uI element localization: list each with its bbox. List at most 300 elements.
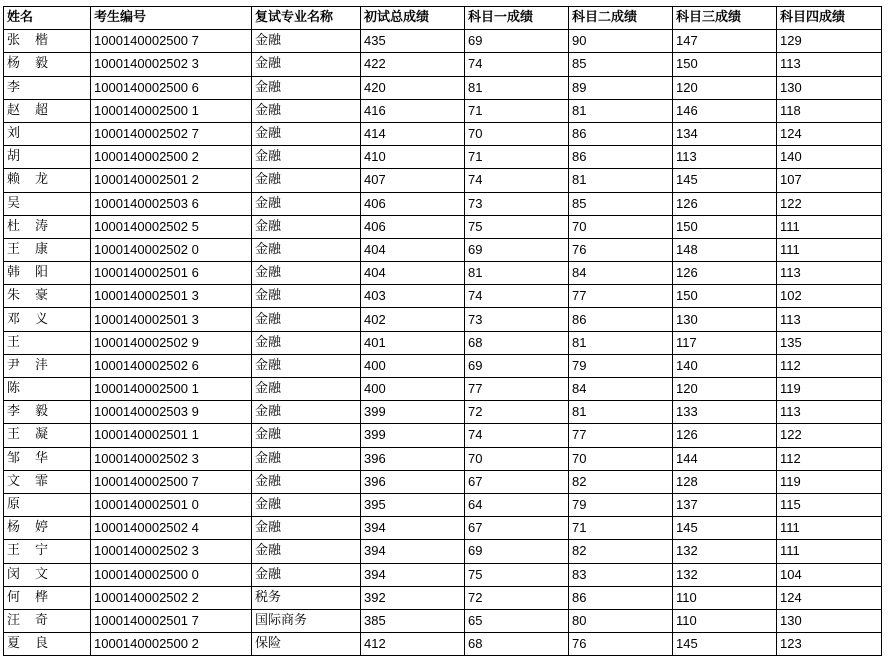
cell-subject2: 82 — [569, 540, 673, 563]
cell-name — [4, 493, 91, 516]
table-row — [4, 30, 882, 53]
name-char: 文 — [7, 473, 21, 489]
header-subject4: 科目四成绩 — [777, 7, 882, 30]
cell-subject2: 86 — [569, 146, 673, 169]
cell-subject3: 144 — [673, 447, 777, 470]
cell-name — [4, 517, 91, 540]
cell-total-score: 385 — [361, 609, 465, 632]
cell-total-score: 403 — [361, 285, 465, 308]
table-row — [4, 192, 882, 215]
cell-subject4: 112 — [777, 354, 882, 377]
name-char: 奇 — [35, 612, 49, 628]
name-char: 张 — [7, 33, 21, 49]
table-row — [4, 470, 882, 493]
cell-subject4: 130 — [777, 76, 882, 99]
cell-name — [4, 354, 91, 377]
cell-name — [4, 215, 91, 238]
cell-subject3: 113 — [673, 146, 777, 169]
name-char: 刘 — [7, 126, 21, 142]
table-row — [4, 285, 882, 308]
cell-subject2: 80 — [569, 609, 673, 632]
cell-subject1: 69 — [465, 238, 569, 261]
cell-subject4: 119 — [777, 470, 882, 493]
cell-name — [4, 633, 91, 656]
cell-exam-id: 1000140002500 7 — [91, 30, 252, 53]
cell-subject4: 111 — [777, 517, 882, 540]
cell-name — [4, 378, 91, 401]
cell-subject1: 73 — [465, 192, 569, 215]
cell-total-score: 404 — [361, 262, 465, 285]
cell-name — [4, 76, 91, 99]
cell-name — [4, 563, 91, 586]
cell-major: 金融 — [252, 285, 361, 308]
name-char: 沣 — [35, 357, 49, 373]
cell-subject4: 112 — [777, 447, 882, 470]
cell-subject4: 130 — [777, 609, 882, 632]
name-char: 宁 — [35, 543, 49, 559]
cell-subject4: 113 — [777, 308, 882, 331]
cell-subject2: 70 — [569, 215, 673, 238]
cell-subject1: 67 — [465, 470, 569, 493]
cell-subject2: 86 — [569, 586, 673, 609]
name-char: 杨 — [7, 56, 21, 72]
cell-subject2: 77 — [569, 424, 673, 447]
cell-exam-id: 1000140002500 2 — [91, 146, 252, 169]
cell-total-score: 407 — [361, 169, 465, 192]
cell-exam-id: 1000140002502 4 — [91, 517, 252, 540]
name-char: 桦 — [35, 589, 49, 605]
cell-major: 金融 — [252, 122, 361, 145]
cell-total-score: 394 — [361, 540, 465, 563]
cell-subject1: 70 — [465, 122, 569, 145]
name-char: 华 — [35, 450, 49, 466]
cell-exam-id: 1000140002502 9 — [91, 331, 252, 354]
name-char: 赵 — [7, 102, 21, 118]
cell-subject2: 76 — [569, 633, 673, 656]
cell-total-score: 399 — [361, 424, 465, 447]
table-row — [4, 122, 882, 145]
cell-major: 金融 — [252, 53, 361, 76]
cell-name — [4, 30, 91, 53]
cell-exam-id: 1000140002501 3 — [91, 285, 252, 308]
cell-exam-id: 1000140002502 2 — [91, 586, 252, 609]
cell-subject4: 113 — [777, 262, 882, 285]
name-char: 何 — [7, 589, 21, 605]
cell-subject3: 137 — [673, 493, 777, 516]
cell-subject1: 64 — [465, 493, 569, 516]
name-char: 汪 — [7, 612, 21, 628]
cell-exam-id: 1000140002501 2 — [91, 169, 252, 192]
cell-subject1: 75 — [465, 563, 569, 586]
cell-total-score: 396 — [361, 470, 465, 493]
cell-subject1: 73 — [465, 308, 569, 331]
cell-major: 金融 — [252, 308, 361, 331]
cell-total-score: 435 — [361, 30, 465, 53]
cell-exam-id: 1000140002502 3 — [91, 447, 252, 470]
cell-subject2: 85 — [569, 192, 673, 215]
name-char: 阳 — [35, 265, 49, 281]
cell-exam-id: 1000140002502 6 — [91, 354, 252, 377]
cell-subject3: 150 — [673, 215, 777, 238]
cell-name — [4, 470, 91, 493]
header-name: 姓名 — [4, 7, 91, 30]
cell-subject3: 120 — [673, 378, 777, 401]
name-char: 楷 — [35, 33, 49, 49]
cell-total-score: 422 — [361, 53, 465, 76]
cell-subject2: 70 — [569, 447, 673, 470]
cell-exam-id: 1000140002503 9 — [91, 401, 252, 424]
cell-subject4: 123 — [777, 633, 882, 656]
cell-major: 金融 — [252, 517, 361, 540]
cell-subject2: 76 — [569, 238, 673, 261]
cell-name — [4, 609, 91, 632]
header-subject3: 科目三成绩 — [673, 7, 777, 30]
cell-exam-id: 1000140002501 3 — [91, 308, 252, 331]
cell-subject2: 71 — [569, 517, 673, 540]
name-char: 邹 — [7, 450, 21, 466]
cell-subject4: 115 — [777, 493, 882, 516]
header-subject1: 科目一成绩 — [465, 7, 569, 30]
table-row — [4, 378, 882, 401]
cell-subject4: 122 — [777, 192, 882, 215]
cell-name — [4, 447, 91, 470]
name-char: 赖 — [7, 172, 21, 188]
name-char: 王 — [7, 241, 21, 257]
header-subject2: 科目二成绩 — [569, 7, 673, 30]
cell-subject1: 70 — [465, 447, 569, 470]
cell-subject3: 140 — [673, 354, 777, 377]
cell-name — [4, 424, 91, 447]
cell-subject3: 132 — [673, 540, 777, 563]
cell-total-score: 406 — [361, 215, 465, 238]
cell-subject1: 72 — [465, 586, 569, 609]
cell-subject2: 81 — [569, 401, 673, 424]
name-char: 毅 — [35, 404, 49, 420]
name-char: 杜 — [7, 218, 21, 234]
cell-subject3: 110 — [673, 609, 777, 632]
cell-major: 金融 — [252, 99, 361, 122]
cell-name — [4, 146, 91, 169]
cell-total-score: 395 — [361, 493, 465, 516]
cell-subject2: 83 — [569, 563, 673, 586]
table-row — [4, 308, 882, 331]
cell-subject4: 107 — [777, 169, 882, 192]
name-char: 涛 — [35, 218, 49, 234]
cell-subject4: 119 — [777, 378, 882, 401]
cell-major: 金融 — [252, 378, 361, 401]
cell-subject1: 74 — [465, 53, 569, 76]
cell-name — [4, 401, 91, 424]
cell-name — [4, 331, 91, 354]
table-row — [4, 238, 882, 261]
cell-name — [4, 540, 91, 563]
cell-subject2: 82 — [569, 470, 673, 493]
name-char: 豪 — [35, 288, 49, 304]
cell-subject4: 122 — [777, 424, 882, 447]
cell-exam-id: 1000140002501 7 — [91, 609, 252, 632]
cell-subject3: 126 — [673, 192, 777, 215]
cell-total-score: 404 — [361, 238, 465, 261]
cell-subject2: 77 — [569, 285, 673, 308]
cell-major: 金融 — [252, 76, 361, 99]
cell-major: 金融 — [252, 424, 361, 447]
table-row — [4, 53, 882, 76]
cell-subject1: 67 — [465, 517, 569, 540]
cell-subject3: 133 — [673, 401, 777, 424]
cell-subject2: 86 — [569, 122, 673, 145]
cell-name — [4, 122, 91, 145]
cell-exam-id: 1000140002502 7 — [91, 122, 252, 145]
cell-subject2: 84 — [569, 262, 673, 285]
table-row — [4, 447, 882, 470]
cell-major: 国际商务 — [252, 609, 361, 632]
cell-major: 金融 — [252, 238, 361, 261]
cell-total-score: 416 — [361, 99, 465, 122]
cell-subject3: 130 — [673, 308, 777, 331]
cell-major: 金融 — [252, 470, 361, 493]
table-row — [4, 633, 882, 656]
cell-total-score: 410 — [361, 146, 465, 169]
cell-subject3: 147 — [673, 30, 777, 53]
cell-total-score: 399 — [361, 401, 465, 424]
name-char: 李 — [7, 404, 21, 420]
cell-subject3: 145 — [673, 633, 777, 656]
cell-subject1: 75 — [465, 215, 569, 238]
cell-subject1: 65 — [465, 609, 569, 632]
cell-subject2: 81 — [569, 169, 673, 192]
name-char: 邓 — [7, 311, 21, 327]
cell-subject3: 146 — [673, 99, 777, 122]
header-major: 复试专业名称 — [252, 7, 361, 30]
name-char: 文 — [35, 566, 49, 582]
cell-exam-id: 1000140002500 1 — [91, 378, 252, 401]
cell-subject1: 68 — [465, 633, 569, 656]
cell-subject4: 140 — [777, 146, 882, 169]
cell-subject4: 113 — [777, 401, 882, 424]
cell-exam-id: 1000140002500 1 — [91, 99, 252, 122]
cell-major: 金融 — [252, 447, 361, 470]
cell-subject2: 86 — [569, 308, 673, 331]
name-char: 王 — [7, 427, 21, 443]
cell-major: 金融 — [252, 354, 361, 377]
header-total-score: 初试总成绩 — [361, 7, 465, 30]
cell-subject2: 84 — [569, 378, 673, 401]
cell-subject2: 90 — [569, 30, 673, 53]
cell-major: 金融 — [252, 331, 361, 354]
cell-total-score: 414 — [361, 122, 465, 145]
table-row — [4, 563, 882, 586]
cell-subject3: 150 — [673, 53, 777, 76]
table-row — [4, 493, 882, 516]
cell-exam-id: 1000140002501 0 — [91, 493, 252, 516]
cell-exam-id: 1000140002501 6 — [91, 262, 252, 285]
cell-subject4: 135 — [777, 331, 882, 354]
cell-major: 金融 — [252, 493, 361, 516]
cell-subject3: 134 — [673, 122, 777, 145]
cell-name — [4, 169, 91, 192]
cell-major: 金融 — [252, 401, 361, 424]
cell-major: 保险 — [252, 633, 361, 656]
cell-subject3: 117 — [673, 331, 777, 354]
cell-exam-id: 1000140002500 0 — [91, 563, 252, 586]
name-char: 王 — [7, 543, 21, 559]
cell-exam-id: 1000140002500 7 — [91, 470, 252, 493]
cell-subject3: 126 — [673, 424, 777, 447]
name-char: 超 — [35, 102, 49, 118]
cell-total-score: 394 — [361, 563, 465, 586]
table-row — [4, 609, 882, 632]
cell-total-score: 420 — [361, 76, 465, 99]
cell-subject3: 126 — [673, 262, 777, 285]
cell-subject4: 104 — [777, 563, 882, 586]
cell-subject1: 81 — [465, 262, 569, 285]
table-row — [4, 146, 882, 169]
cell-exam-id: 1000140002502 0 — [91, 238, 252, 261]
cell-subject3: 120 — [673, 76, 777, 99]
cell-name — [4, 53, 91, 76]
cell-exam-id: 1000140002501 1 — [91, 424, 252, 447]
name-char: 原 — [7, 497, 21, 513]
cell-subject1: 69 — [465, 354, 569, 377]
name-char: 毅 — [35, 56, 49, 72]
cell-subject4: 124 — [777, 122, 882, 145]
cell-subject4: 111 — [777, 540, 882, 563]
cell-major: 金融 — [252, 192, 361, 215]
cell-total-score: 400 — [361, 378, 465, 401]
cell-subject4: 111 — [777, 215, 882, 238]
cell-subject4: 118 — [777, 99, 882, 122]
cell-name — [4, 192, 91, 215]
cell-major: 金融 — [252, 262, 361, 285]
cell-subject3: 148 — [673, 238, 777, 261]
cell-subject1: 69 — [465, 30, 569, 53]
cell-major: 金融 — [252, 215, 361, 238]
table-row — [4, 586, 882, 609]
cell-subject2: 81 — [569, 99, 673, 122]
name-char: 义 — [35, 311, 49, 327]
name-char: 胡 — [7, 149, 21, 165]
header-row — [4, 7, 882, 30]
cell-exam-id: 1000140002502 5 — [91, 215, 252, 238]
cell-subject2: 89 — [569, 76, 673, 99]
cell-total-score: 394 — [361, 517, 465, 540]
cell-subject1: 74 — [465, 424, 569, 447]
table-row — [4, 215, 882, 238]
cell-major: 金融 — [252, 169, 361, 192]
cell-subject4: 111 — [777, 238, 882, 261]
cell-total-score: 402 — [361, 308, 465, 331]
cell-total-score: 401 — [361, 331, 465, 354]
cell-major: 金融 — [252, 563, 361, 586]
score-table — [3, 6, 882, 656]
name-char: 龙 — [35, 172, 49, 188]
name-char: 吴 — [7, 195, 21, 211]
cell-subject3: 128 — [673, 470, 777, 493]
cell-total-score: 392 — [361, 586, 465, 609]
cell-subject4: 129 — [777, 30, 882, 53]
cell-exam-id: 1000140002503 6 — [91, 192, 252, 215]
table-row — [4, 424, 882, 447]
cell-subject1: 69 — [465, 540, 569, 563]
cell-exam-id: 1000140002500 2 — [91, 633, 252, 656]
cell-subject3: 110 — [673, 586, 777, 609]
cell-name — [4, 285, 91, 308]
cell-subject1: 81 — [465, 76, 569, 99]
table-row — [4, 354, 882, 377]
cell-subject2: 85 — [569, 53, 673, 76]
table-row — [4, 540, 882, 563]
name-char: 凝 — [35, 427, 49, 443]
cell-total-score: 396 — [361, 447, 465, 470]
cell-subject1: 74 — [465, 285, 569, 308]
table-row — [4, 331, 882, 354]
cell-total-score: 412 — [361, 633, 465, 656]
name-char: 王 — [7, 334, 21, 350]
name-char: 陈 — [7, 381, 21, 397]
cell-name — [4, 238, 91, 261]
cell-subject4: 102 — [777, 285, 882, 308]
header-exam-id: 考生编号 — [91, 7, 252, 30]
cell-subject1: 71 — [465, 146, 569, 169]
cell-subject4: 124 — [777, 586, 882, 609]
cell-major: 金融 — [252, 540, 361, 563]
name-char: 婷 — [35, 520, 49, 536]
table-row — [4, 76, 882, 99]
cell-subject3: 150 — [673, 285, 777, 308]
table-row — [4, 169, 882, 192]
cell-subject1: 72 — [465, 401, 569, 424]
cell-major: 金融 — [252, 146, 361, 169]
table-row — [4, 517, 882, 540]
cell-subject4: 113 — [777, 53, 882, 76]
cell-total-score: 406 — [361, 192, 465, 215]
name-char: 夏 — [7, 636, 21, 652]
name-char: 尹 — [7, 357, 21, 373]
cell-exam-id: 1000140002502 3 — [91, 540, 252, 563]
cell-exam-id: 1000140002502 3 — [91, 53, 252, 76]
cell-subject3: 132 — [673, 563, 777, 586]
name-char: 霏 — [35, 473, 49, 489]
name-char: 良 — [35, 636, 49, 652]
cell-name — [4, 262, 91, 285]
name-char: 闵 — [7, 566, 21, 582]
table-row — [4, 401, 882, 424]
table-row — [4, 262, 882, 285]
cell-name — [4, 99, 91, 122]
cell-subject1: 68 — [465, 331, 569, 354]
table-row — [4, 99, 882, 122]
name-char: 康 — [35, 241, 49, 257]
name-char: 杨 — [7, 520, 21, 536]
name-char: 李 — [7, 79, 21, 95]
cell-name — [4, 586, 91, 609]
cell-subject2: 79 — [569, 493, 673, 516]
cell-subject3: 145 — [673, 517, 777, 540]
cell-major: 税务 — [252, 586, 361, 609]
cell-subject2: 81 — [569, 331, 673, 354]
cell-name — [4, 308, 91, 331]
cell-total-score: 400 — [361, 354, 465, 377]
name-char: 朱 — [7, 288, 21, 304]
cell-exam-id: 1000140002500 6 — [91, 76, 252, 99]
name-char: 韩 — [7, 265, 21, 281]
cell-subject3: 145 — [673, 169, 777, 192]
cell-subject2: 79 — [569, 354, 673, 377]
cell-subject1: 77 — [465, 378, 569, 401]
cell-subject1: 71 — [465, 99, 569, 122]
cell-subject1: 74 — [465, 169, 569, 192]
cell-major: 金融 — [252, 30, 361, 53]
